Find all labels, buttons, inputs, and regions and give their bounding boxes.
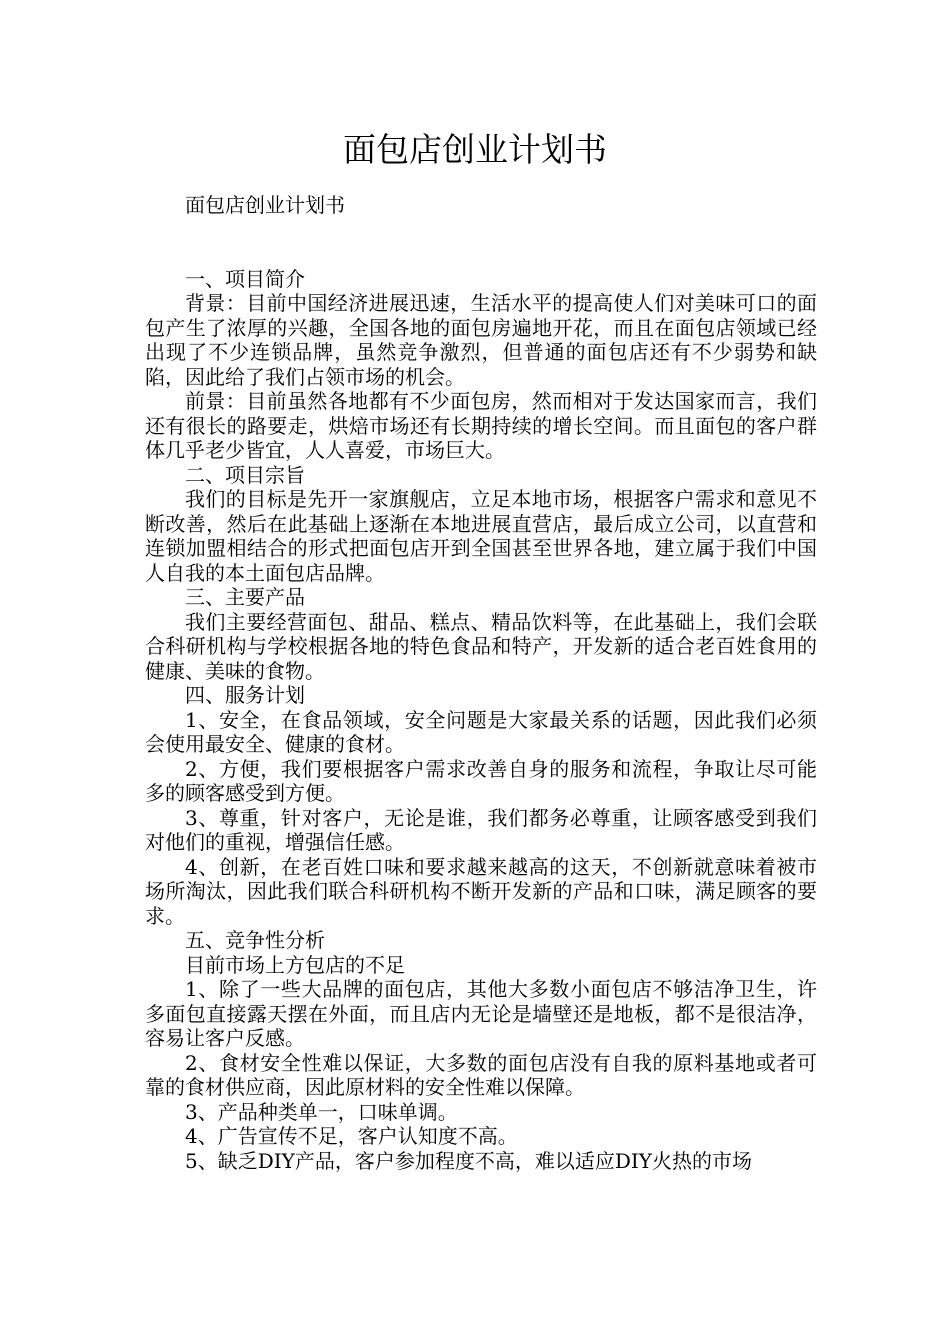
paragraph-background: 背景：目前中国经济进展迅速，生活水平的提高使人们对美味可口的面包产生了浓厚的兴趣，全国各地的面包房遍地开花，而且在面包店领域已经出现了不少连锁品牌，虽然竞争激烈，但普通的面包店还有不少弱势和缺陷，因此给了我们占领市场的机会。: [145, 291, 817, 389]
section-heading-intro: 一、项目简介: [185, 266, 305, 291]
paragraph-shortcoming-diy: 5、缺乏DIY产品，客户参加程度不高，难以适应DIY火热的市场: [185, 1148, 753, 1173]
document-title: 面包店创业计划书: [343, 130, 607, 169]
section-heading-service: 四、服务计划: [185, 683, 305, 707]
paragraph-purpose: 我们的目标是先开一家旗舰店，立足本地市场，根据客户需求和意见不断改善，然后在此基础上逐渐在本地进展直营店，最后成立公司，以直营和连锁加盟相结合的形式把面包店开到全国甚至世界各地，建立属于我们中国人自我的本土面包店品牌。: [145, 487, 817, 585]
document-body: [145, 193, 817, 1173]
paragraph-shortcoming-hygiene: 1、除了一些大品牌的面包店，其他大多数小面包店不够洁净卫生，许多面包直接露天摆在外面，而且店内无论是墙壁还是地板，都不是很洁净，容易让客户反感。: [145, 977, 817, 1050]
section-heading-products: 三、主要产品: [185, 585, 305, 609]
paragraph-service-safety: 1、安全，在食品领域，安全问题是大家最关系的话题，因此我们必须会使用最安全、健康的食材。: [145, 707, 817, 756]
paragraph-market-shortcomings: 目前市场上方包店的不足: [185, 952, 405, 977]
section-heading-purpose: 二、项目宗旨: [185, 462, 305, 487]
paragraph-service-innovation: 4、创新，在老百姓口味和要求越来越高的这天，不创新就意味着被市场所淘汰，因此我们联合科研机构不断开发新的产品和口味，满足顾客的要求。: [145, 854, 817, 928]
paragraph-service-convenience: 2、方便，我们要根据客户需求改善自身的服务和流程，争取让尽可能多的顾客感受到方便。: [145, 756, 817, 805]
document-subtitle: 面包店创业计划书: [185, 193, 345, 217]
paragraph-shortcoming-ingredients: 2、食材安全性难以保证，大多数的面包店没有自我的原料基地或者可靠的食材供应商，因此原材料的安全性难以保障。: [145, 1050, 817, 1099]
paragraph-shortcoming-variety: 3、产品种类单一，口味单调。: [185, 1099, 458, 1124]
paragraph-prospect: 前景：目前虽然各地都有不少面包房，然而相对于发达国家而言，我们还有很长的路要走，烘焙市场还有长期持续的增长空间。而且面包的客户群体几乎老少皆宜，人人喜爱，市场巨大。: [145, 389, 817, 462]
paragraph-shortcoming-advertising: 4、广告宣传不足，客户认知度不高。: [185, 1124, 518, 1148]
paragraph-service-respect: 3、尊重，针对客户，无论是谁，我们都务必尊重，让顾客感受到我们对他们的重视，增强信任感。: [145, 805, 817, 854]
section-heading-competition: 五、竞争性分析: [185, 928, 325, 952]
paragraph-products: 我们主要经营面包、甜品、糕点、精品饮料等，在此基础上，我们会联合科研机构与学校根据各地的特色食品和特产，开发新的适合老百姓食用的健康、美味的食物。: [145, 609, 817, 683]
